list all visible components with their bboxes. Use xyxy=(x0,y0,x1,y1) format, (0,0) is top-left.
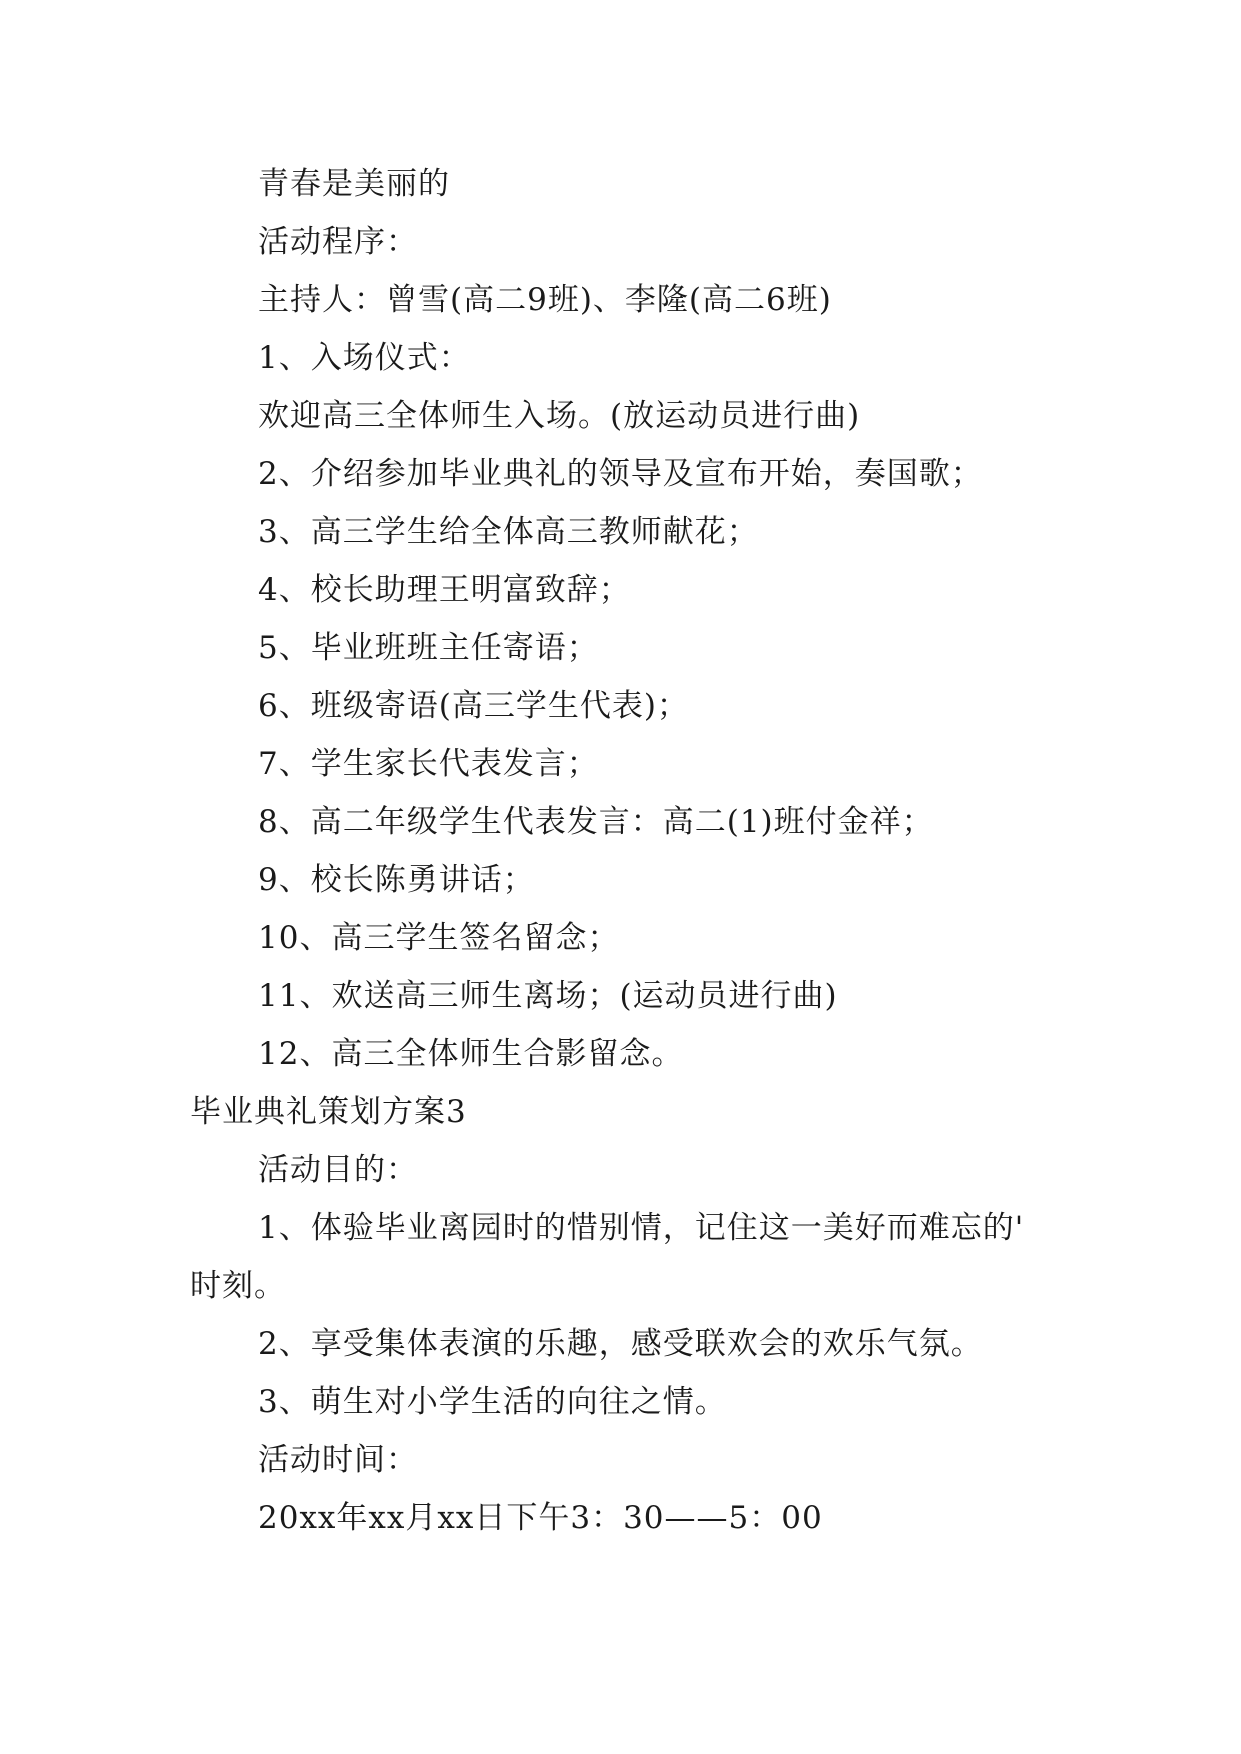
list-item: 12、高三全体师生合影留念。 xyxy=(258,1036,684,1072)
text-line: 青春是美丽的 xyxy=(258,166,450,202)
list-item: 2、介绍参加毕业典礼的领导及宣布开始，奏国歌； xyxy=(258,456,983,492)
list-item: 2、享受集体表演的乐趣，感受联欢会的欢乐气氛。 xyxy=(258,1326,983,1362)
list-item: 7、学生家长代表发言； xyxy=(258,746,599,782)
text-line: 活动程序： xyxy=(258,224,418,260)
section-heading: 毕业典礼策划方案3 xyxy=(190,1094,467,1130)
list-item: 4、校长助理王明富致辞； xyxy=(258,572,631,608)
text-line: 20xx年xx月xx日下午3：30——5：00 xyxy=(258,1500,823,1536)
text-line: 欢迎高三全体师生入场。(放运动员进行曲) xyxy=(258,398,861,434)
list-item: 11、欢送高三师生离场；(运动员进行曲) xyxy=(258,978,838,1014)
list-item: 3、萌生对小学生活的向往之情。 xyxy=(258,1384,727,1420)
list-item: 1、入场仪式： xyxy=(258,340,471,376)
text-line: 活动目的： xyxy=(258,1152,418,1188)
list-item: 3、高三学生给全体高三教师献花； xyxy=(258,514,759,550)
list-item: 5、毕业班班主任寄语； xyxy=(258,630,599,666)
text-line: 时刻。 xyxy=(190,1268,286,1304)
list-item: 6、班级寄语(高三学生代表)； xyxy=(258,688,689,724)
text-line: 活动时间： xyxy=(258,1442,418,1478)
list-item: 1、体验毕业离园时的惜别情，记住这一美好而难忘的' xyxy=(258,1210,1025,1246)
list-item: 8、高二年级学生代表发言：高二(1)班付金祥； xyxy=(258,804,934,840)
list-item: 9、校长陈勇讲话； xyxy=(258,862,535,898)
list-item: 10、高三学生签名留念； xyxy=(258,920,620,956)
text-line: 主持人：曾雪(高二9班)、李隆(高二6班) xyxy=(258,282,832,318)
